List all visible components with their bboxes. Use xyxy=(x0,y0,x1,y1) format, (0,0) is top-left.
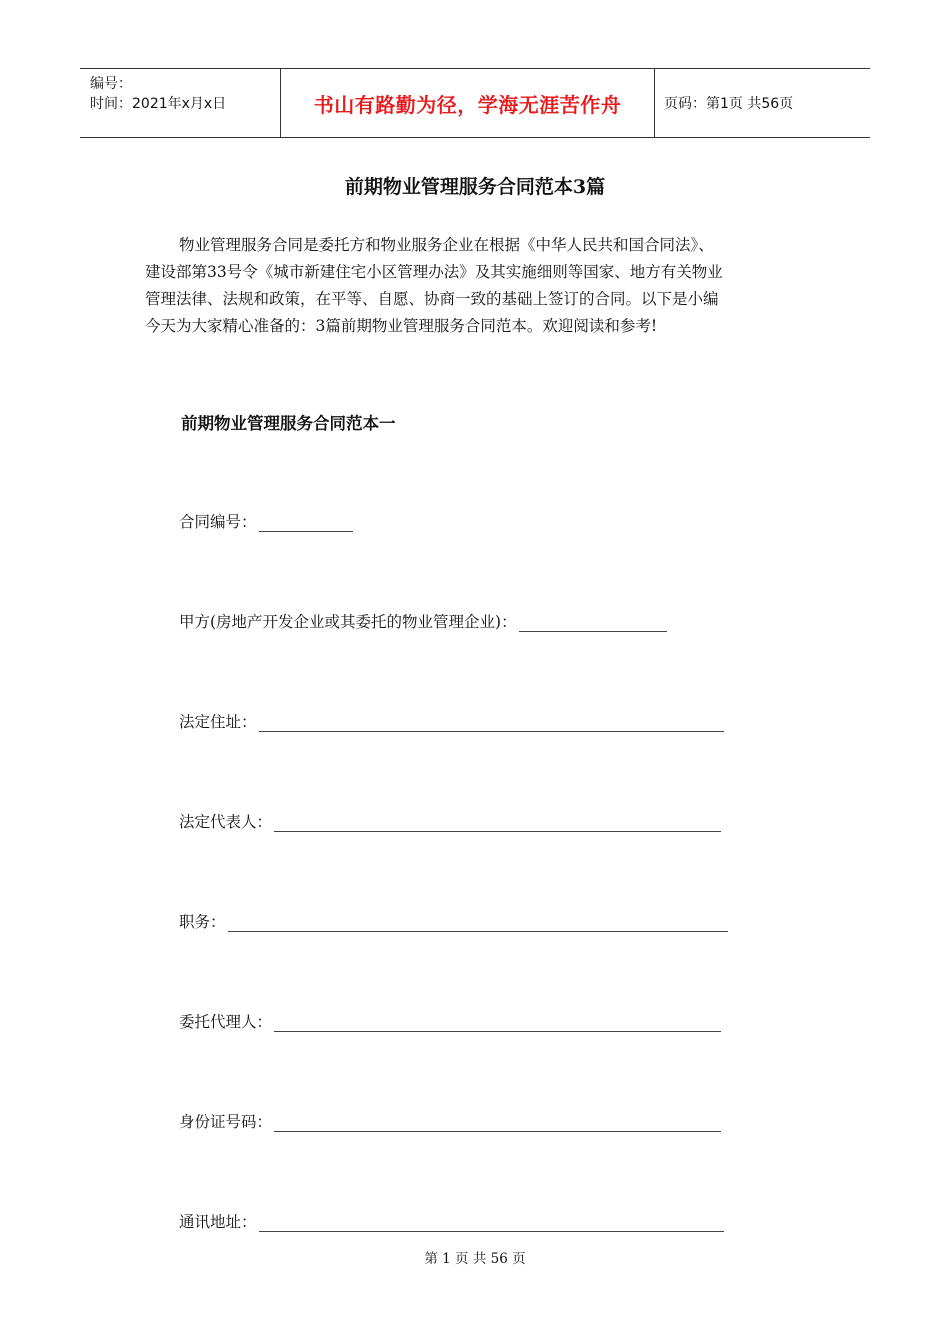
header-time-label: 时间：2021年x月x日 xyxy=(90,96,227,112)
party-a-label: 甲方(房地产开发企业或其委托的物业管理企业)： xyxy=(179,613,517,631)
page-header xyxy=(80,68,870,138)
contract-no-label: 合同编号： xyxy=(179,513,257,531)
header-page-cell xyxy=(654,69,880,137)
contract-no-blank[interactable] xyxy=(259,513,353,532)
id-no-label: 身份证号码： xyxy=(179,1113,273,1131)
intro-line: 建设部第33号令《城市新建住宅小区管理办法》及其实施细则等国家、地方有关物业 xyxy=(145,263,723,281)
agent-blank[interactable] xyxy=(274,1013,721,1032)
party-a-field xyxy=(179,610,667,632)
header-meta-cell xyxy=(80,69,280,137)
intro-line: 今天为大家精心准备的：3篇前期物业管理服务合同范本。欢迎阅读和参考! xyxy=(145,317,658,335)
intro-line: 物业管理服务合同是委托方和物业服务企业在根据《中华人民共和国合同法》、 xyxy=(179,236,714,254)
page-footer: 第 1 页 共 56 页 xyxy=(424,1251,526,1267)
position-blank[interactable] xyxy=(228,913,728,932)
address-label: 法定住址： xyxy=(179,713,257,731)
position-field xyxy=(179,910,728,932)
mail-addr-field xyxy=(179,1210,724,1232)
header-motto-cell xyxy=(280,69,655,137)
agent-field xyxy=(179,1010,721,1032)
address-field xyxy=(179,710,724,732)
mail-addr-label: 通讯地址： xyxy=(179,1213,257,1231)
agent-label: 委托代理人： xyxy=(179,1013,273,1031)
legal-rep-label: 法定代表人： xyxy=(179,813,273,831)
mail-addr-blank[interactable] xyxy=(259,1213,724,1232)
position-label: 职务： xyxy=(179,913,226,931)
header-motto: 书山有路勤为径，学海无涯苦作舟 xyxy=(313,92,622,117)
address-blank[interactable] xyxy=(259,713,724,732)
intro-line: 管理法律、法规和政策，在平等、自愿、协商一致的基础上签订的合同。以下是小编 xyxy=(145,290,719,308)
legal-rep-blank[interactable] xyxy=(274,813,721,832)
party-a-blank[interactable] xyxy=(519,613,667,632)
header-page-info: 页码：第1页 共56页 xyxy=(664,96,794,112)
contract-no-field xyxy=(179,510,353,532)
id-no-blank[interactable] xyxy=(274,1113,721,1132)
id-no-field xyxy=(179,1110,721,1132)
document-title: 前期物业管理服务合同范本3篇 xyxy=(344,176,606,198)
legal-rep-field xyxy=(179,810,721,832)
section-subtitle: 前期物业管理服务合同范本一 xyxy=(181,414,396,433)
header-code-label: 编号： xyxy=(90,76,132,92)
intro-paragraph xyxy=(145,232,805,340)
